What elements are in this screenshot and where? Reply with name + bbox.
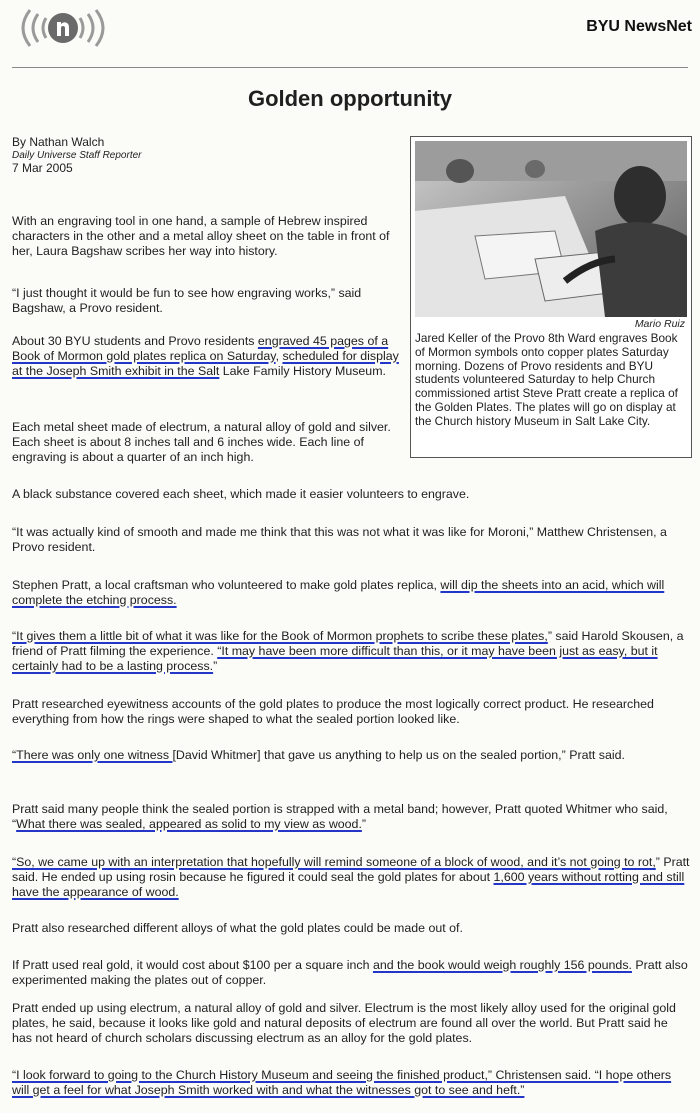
author-role: Daily Universe Staff Reporter (12, 150, 142, 161)
paragraph-6: “It was actually kind of smooth and made me think that this was not what it was like for Moroni,” Matthew Christensen, a Provo resident. (12, 525, 667, 554)
photo-figure (410, 136, 692, 458)
engraving-photo (415, 141, 687, 317)
paragraph-9: Pratt researched eyewitness accounts of the gold plates to produce the most logically correct product. He researched everything from how the rings were shaped to what the sealed portion looked like. (12, 697, 654, 726)
article-date: 7 Mar 2005 (12, 161, 73, 175)
paragraph-11: Pratt said many people think the sealed portion is strapped with a metal band; however, Pratt quoted Whitmer who said, “What there was sealed, appeared as solid to my view as wood.” (12, 802, 668, 831)
byline (12, 136, 142, 175)
author: By Nathan Walch (12, 135, 105, 149)
paragraph-10: “There was only one witness [David Whitmer] that gave us anything to help us on the sealed portion,” Pratt said. (12, 748, 625, 762)
newsnet-n-icon (8, 4, 118, 52)
paragraph-8: “It gives them a little bit of what it was like for the Book of Mormon prophets to scribe these plates,” said Harold Skousen, a friend of Pratt filming the experience. “It may have been more difficult than this, or it may have been just as easy, but it certainly had to be a lasting process.” (12, 629, 684, 673)
brand-name: BYU NewsNet (586, 18, 692, 35)
paragraph-5: A black substance covered each sheet, which made it easier volunteers to engrave. (12, 487, 470, 501)
paragraph-4: Each metal sheet made of electrum, a natural alloy of gold and silver. Each sheet is about 8 inches tall and 6 inches wide. Each line of engraving is about a quarter of an inch high. (12, 420, 391, 464)
paragraph-1: With an engraving tool in one hand, a sample of Hebrew inspired characters in the other and a metal alloy sheet on the table in front of her, Laura Bagshaw scribes her way into history. (12, 214, 390, 258)
paragraph-7: Stephen Pratt, a local craftsman who volunteered to make gold plates replica, will dip the sheets into an acid, which will complete the etching process. (12, 578, 665, 607)
paragraph-3: About 30 BYU students and Provo residents engraved 45 pages of a Book of Mormon gold plates replica on Saturday, scheduled for display at the Joseph Smith exhibit in the Salt Lake Family History Museum. (12, 334, 399, 378)
paragraph-14: If Pratt used real gold, it would cost about $100 per a square inch and the book would weigh roughly 156 pounds. Pratt also experimented making the plates out of copper. (12, 958, 688, 987)
photo-credit: Mario Ruiz (634, 318, 685, 330)
photo-caption: Jared Keller of the Provo 8th Ward engraves Book of Mormon symbols onto copper plates Saturday morning. Dozens of Provo residents and BYU students volunteered Saturday to help Church commissioned artist Steve Pratt create a replica of the Golden Plates. The plates will go on display at the Church history Museum in Salt Lake City. (415, 331, 678, 428)
paragraph-16: “I look forward to going to the Church History Museum and seeing the finished product,” Christensen said. “I hope others will get a feel for what Joseph Smith worked with and what the witnesses got to see and heft.” (12, 1068, 672, 1097)
paragraph-13: Pratt also researched different alloys of what the gold plates could be made out of. (12, 921, 463, 935)
header-rule (12, 67, 688, 68)
paragraph-15: Pratt ended up using electrum, a natural alloy of gold and silver. Electrum is the most likely alloy used for the original gold plates, he said, because it looks like gold and natural deposits of electrum are found all over the world. But Pratt said he has not heard of church scholars discussing electrum as an alloy for the gold plates. (12, 1001, 676, 1045)
paragraph-2: “I just thought it would be fun to see how engraving works,” said Bagshaw, a Provo resident. (12, 286, 362, 315)
article-title: Golden opportunity (247, 86, 453, 111)
paragraph-12: “So, we came up with an interpretation that hopefully will remind someone of a block of wood, and it’s not going to rot,” Pratt said. He ended up using rosin because he figured it could seal the gold plates for about 1,600 years without rotting and still have the appearance of wood. (12, 855, 690, 899)
